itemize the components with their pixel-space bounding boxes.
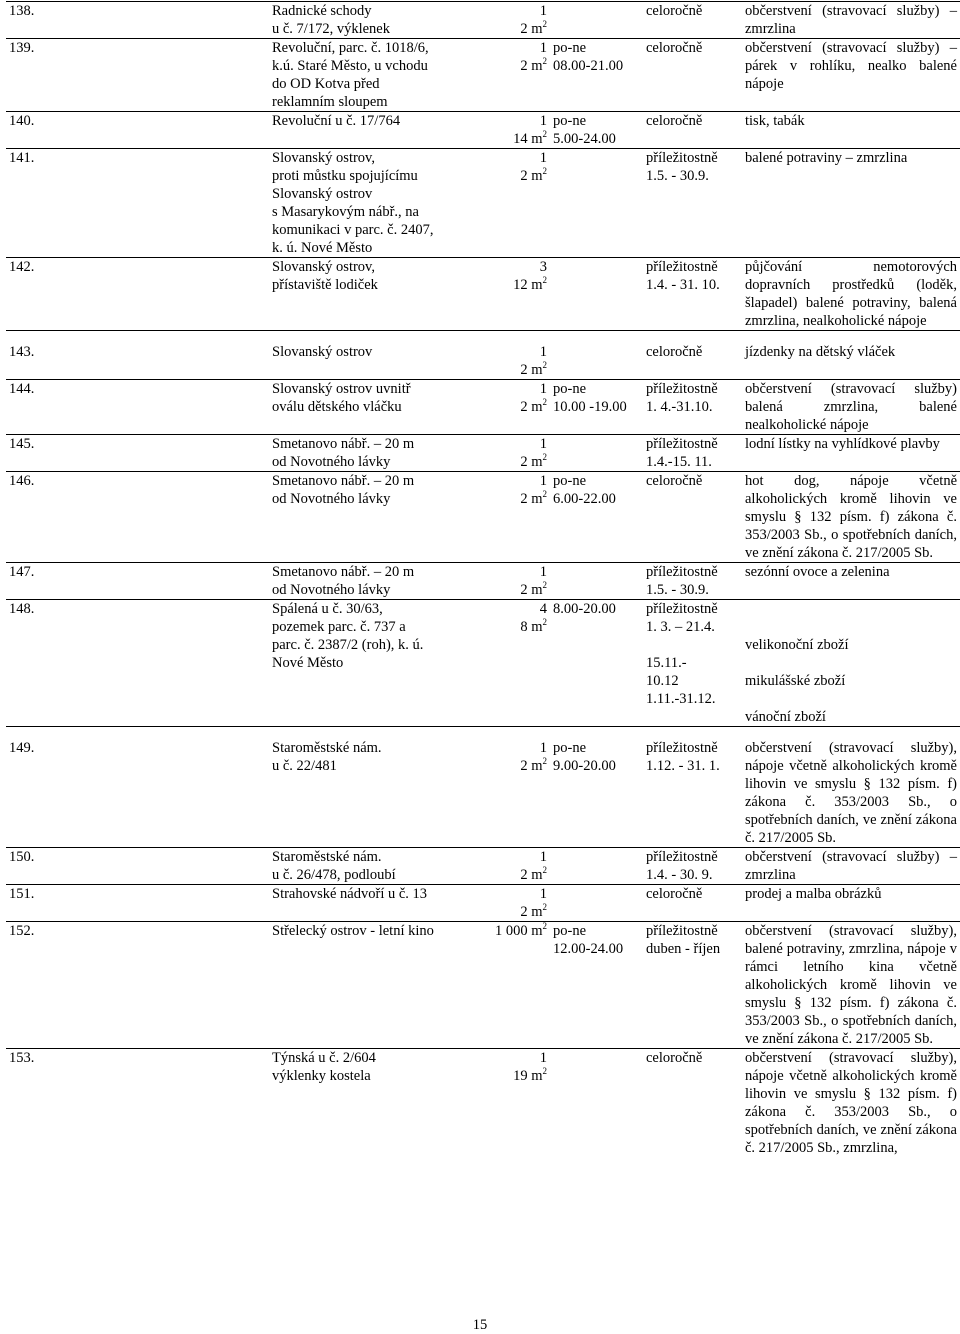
cell-goods xyxy=(742,2,960,39)
row-number: 148. xyxy=(9,601,35,617)
cell-number-place xyxy=(6,2,269,39)
place-line: u č. 26/478, podloubí xyxy=(272,867,396,883)
cell-number-place xyxy=(6,848,269,885)
goods-text: občerstvení (stravovací služby) balená zmrzlina, balené nealkoholické nápoje xyxy=(745,381,957,433)
place-line: od Novotného lávky xyxy=(272,582,391,598)
cell-time xyxy=(550,885,643,922)
goods-text: sezónní ovoce a zelenina xyxy=(745,564,890,580)
cell-goods xyxy=(742,472,960,563)
place-line: k.ú. Staré Město, u vchodu xyxy=(272,58,428,74)
period-line: příležitostně xyxy=(646,564,718,580)
place-line: od Novotného lávky xyxy=(272,491,391,507)
place-line: Smetanovo nábř. – 20 m xyxy=(272,473,415,489)
cell-area xyxy=(475,922,550,1049)
item-count: 1 xyxy=(539,740,547,756)
time-line: 10.00 -19.00 xyxy=(553,399,627,415)
cell-time xyxy=(550,39,643,112)
period-line: celoročně xyxy=(646,113,703,129)
item-area xyxy=(478,922,547,940)
cell-period xyxy=(643,1049,742,1158)
place-line: Týnská u č. 2/604 xyxy=(272,1050,376,1066)
cell-number-place xyxy=(6,380,269,435)
table-row xyxy=(6,1049,960,1158)
place-line: Staroměstské nám. xyxy=(272,740,382,756)
goods-text: občerstvení (stravovací služby), balené potraviny, zmrzlina, nápoje v rámci letního kina včetně alkoholických kromě lihovin ve smyslu § 132 písm. f) zákona č. 353/2003 Sb., o spotřebních daních, ve znění zákona č. 217/2005 Sb. xyxy=(745,923,957,1047)
time-line: 6.00-22.00 xyxy=(553,491,616,507)
period-line: 1.5. - 30.9. xyxy=(646,168,709,184)
time-line: po-ne xyxy=(553,740,587,756)
period-line: 10.12 xyxy=(646,673,679,689)
item-area xyxy=(478,581,547,599)
item-area xyxy=(478,453,547,471)
item-area xyxy=(478,130,547,148)
cell-place xyxy=(269,331,475,380)
cell-period xyxy=(643,472,742,563)
time-line: 5.00-24.00 xyxy=(553,131,616,147)
table-row xyxy=(6,258,960,331)
cell-time xyxy=(550,331,643,380)
row-number: 139. xyxy=(9,40,35,56)
place-line: Smetanovo nábř. – 20 m xyxy=(272,436,415,452)
place-line: u č. 22/481 xyxy=(272,758,337,774)
item-count: 1 xyxy=(539,381,547,397)
table-row xyxy=(6,380,960,435)
cell-area xyxy=(475,112,550,149)
cell-goods xyxy=(742,600,960,727)
cell-area xyxy=(475,472,550,563)
area-value: 12 m xyxy=(513,277,543,293)
cell-area xyxy=(475,39,550,112)
goods-text: jízdenky na dětský vláček xyxy=(745,344,896,360)
area-value: 2 m xyxy=(520,168,543,184)
period-line: celoročně xyxy=(646,344,703,360)
cell-time xyxy=(550,149,643,258)
cell-area xyxy=(475,885,550,922)
row-number: 147. xyxy=(9,564,35,580)
cell-area xyxy=(475,563,550,600)
goods-text: balené potraviny – zmrzlina xyxy=(745,150,908,166)
period-line: příležitostně xyxy=(646,923,718,939)
goods-text: půjčování nemotorových dopravních prostředků (loděk, šlapadel) balené potraviny, balená zmrzlina, nealkoholické nápoje xyxy=(745,259,957,329)
cell-place xyxy=(269,885,475,922)
goods-text: občerstvení (stravovací služby) – párek v rohlíku, nealko balené nápoje xyxy=(745,40,957,92)
period-line: celoročně xyxy=(646,886,703,902)
area-value: 2 m xyxy=(520,904,543,920)
place-line: u č. 7/172, výklenek xyxy=(272,21,390,37)
place-line: Strahovské nádvoří u č. 13 xyxy=(272,886,428,902)
area-value: 2 m xyxy=(520,867,543,883)
area-exponent: 2 xyxy=(542,129,547,140)
period-line xyxy=(646,636,739,654)
place-line: přístaviště lodiček xyxy=(272,277,378,293)
item-count: 1 xyxy=(539,3,547,19)
area-value: 14 m xyxy=(513,131,543,147)
cell-period xyxy=(643,848,742,885)
cell-period xyxy=(643,112,742,149)
table-row xyxy=(6,39,960,112)
place-line: Smetanovo nábř. – 20 m xyxy=(272,564,415,580)
item-count: 1 xyxy=(539,436,547,452)
row-number: 141. xyxy=(9,150,35,166)
item-count: 1 xyxy=(539,113,547,129)
place-line: s Masarykovým nábř., na xyxy=(272,204,419,220)
period-line: 1.11.-31.12. xyxy=(646,691,716,707)
row-number: 144. xyxy=(9,381,35,397)
place-line: Spálená u č. 30/63, xyxy=(272,601,383,617)
item-count: 1 xyxy=(539,1050,547,1066)
cell-time xyxy=(550,563,643,600)
cell-goods xyxy=(742,563,960,600)
cell-number-place xyxy=(6,258,269,331)
item-area xyxy=(478,1067,547,1085)
permit-table xyxy=(6,1,960,1157)
cell-place xyxy=(269,112,475,149)
item-area xyxy=(478,866,547,884)
item-count: 1 xyxy=(539,40,547,56)
period-line: příležitostně xyxy=(646,259,718,275)
cell-period xyxy=(643,380,742,435)
area-exponent: 2 xyxy=(542,489,547,500)
place-line: k. ú. Nové Město xyxy=(272,240,373,256)
cell-goods xyxy=(742,885,960,922)
area-exponent: 2 xyxy=(542,921,547,932)
cell-number-place xyxy=(6,149,269,258)
row-number: 149. xyxy=(9,740,35,756)
time-line: 9.00-20.00 xyxy=(553,758,616,774)
place-line: Slovanský ostrov xyxy=(272,186,373,202)
place-line: parc. č. 2387/2 (roh), k. ú. xyxy=(272,637,424,653)
place-line: Slovanský ostrov uvnitř xyxy=(272,381,411,397)
cell-place xyxy=(269,563,475,600)
row-number: 151. xyxy=(9,886,35,902)
area-exponent: 2 xyxy=(542,166,547,177)
cell-time xyxy=(550,258,643,331)
place-line: výklenky kostela xyxy=(272,1068,371,1084)
period-line: příležitostně xyxy=(646,601,718,617)
cell-area xyxy=(475,258,550,331)
cell-time xyxy=(550,727,643,848)
area-exponent: 2 xyxy=(542,617,547,628)
cell-time xyxy=(550,380,643,435)
item-area xyxy=(478,20,547,38)
period-line: 1.12. - 31. 1. xyxy=(646,758,720,774)
area-exponent: 2 xyxy=(542,56,547,67)
cell-place xyxy=(269,435,475,472)
cell-time xyxy=(550,435,643,472)
time-line: 8.00-20.00 xyxy=(553,601,616,617)
cell-number-place xyxy=(6,472,269,563)
goods-text: občerstvení (stravovací služby) – zmrzlina xyxy=(745,849,957,883)
cell-place xyxy=(269,380,475,435)
cell-number-place xyxy=(6,1049,269,1158)
area-value: 1 000 m xyxy=(494,923,543,939)
item-area xyxy=(478,757,547,775)
area-value: 2 m xyxy=(520,491,543,507)
area-exponent: 2 xyxy=(542,452,547,463)
item-count: 1 xyxy=(539,344,547,360)
table-row xyxy=(6,472,960,563)
cell-time xyxy=(550,472,643,563)
item-area xyxy=(478,490,547,508)
item-area xyxy=(478,167,547,185)
cell-time xyxy=(550,600,643,727)
row-number: 142. xyxy=(9,259,35,275)
place-line: Slovanský ostrov xyxy=(272,344,373,360)
item-count: 3 xyxy=(539,259,547,275)
row-number: 150. xyxy=(9,849,35,865)
period-line: celoročně xyxy=(646,473,703,489)
period-line: celoročně xyxy=(646,3,703,19)
place-line: proti můstku spojujícímu xyxy=(272,168,418,184)
cell-number-place xyxy=(6,600,269,727)
cell-period xyxy=(643,885,742,922)
item-count: 4 xyxy=(539,601,547,617)
area-exponent: 2 xyxy=(542,580,547,591)
cell-number-place xyxy=(6,885,269,922)
item-area xyxy=(478,618,547,636)
period-line: příležitostně xyxy=(646,849,718,865)
table-row xyxy=(6,848,960,885)
area-value: 2 m xyxy=(520,21,543,37)
cell-number-place xyxy=(6,39,269,112)
area-value: 8 m xyxy=(520,619,543,635)
place-line: pozemek parc. č. 737 a xyxy=(272,619,406,635)
cell-goods xyxy=(742,380,960,435)
table-row xyxy=(6,435,960,472)
period-line: 1.4. - 31. 10. xyxy=(646,277,720,293)
cell-time xyxy=(550,848,643,885)
cell-place xyxy=(269,922,475,1049)
place-line: Nové Město xyxy=(272,655,344,671)
place-line: Revoluční, parc. č. 1018/6, xyxy=(272,40,429,56)
item-area xyxy=(478,361,547,379)
item-count: 1 xyxy=(539,849,547,865)
time-line: 12.00-24.00 xyxy=(553,941,624,957)
period-line: 1. 4.-31.10. xyxy=(646,399,713,415)
cell-period xyxy=(643,39,742,112)
cell-place xyxy=(269,149,475,258)
cell-time xyxy=(550,2,643,39)
period-line: celoročně xyxy=(646,1050,703,1066)
cell-number-place xyxy=(6,435,269,472)
cell-period xyxy=(643,2,742,39)
row-number: 152. xyxy=(9,923,35,939)
table-row xyxy=(6,885,960,922)
time-line: po-ne xyxy=(553,473,587,489)
cell-place xyxy=(269,1049,475,1158)
area-exponent: 2 xyxy=(542,756,547,767)
item-count: 1 xyxy=(539,150,547,166)
cell-goods xyxy=(742,435,960,472)
cell-period xyxy=(643,600,742,727)
cell-area xyxy=(475,380,550,435)
area-value: 2 m xyxy=(520,454,543,470)
area-exponent: 2 xyxy=(542,1066,547,1077)
cell-number-place xyxy=(6,922,269,1049)
goods-text: tisk, tabák xyxy=(745,113,805,129)
item-area xyxy=(478,398,547,416)
area-value: 2 m xyxy=(520,58,543,74)
cell-time xyxy=(550,1049,643,1158)
cell-time xyxy=(550,922,643,1049)
area-value: 2 m xyxy=(520,758,543,774)
cell-place xyxy=(269,258,475,331)
period-line: příležitostně xyxy=(646,740,718,756)
goods-text: občerstvení (stravovací služby) – zmrzlina xyxy=(745,3,957,37)
cell-area xyxy=(475,2,550,39)
area-value: 19 m xyxy=(513,1068,543,1084)
area-exponent: 2 xyxy=(542,902,547,913)
cell-place xyxy=(269,848,475,885)
cell-goods xyxy=(742,848,960,885)
area-exponent: 2 xyxy=(542,275,547,286)
cell-place xyxy=(269,2,475,39)
cell-period xyxy=(643,258,742,331)
table-row xyxy=(6,563,960,600)
time-line: po-ne xyxy=(553,113,587,129)
cell-period xyxy=(643,331,742,380)
cell-goods xyxy=(742,331,960,380)
cell-area xyxy=(475,435,550,472)
time-line: 08.00-21.00 xyxy=(553,58,624,74)
goods-line: velikonoční zboží xyxy=(745,637,849,653)
cell-area xyxy=(475,727,550,848)
area-exponent: 2 xyxy=(542,360,547,371)
place-line: Staroměstské nám. xyxy=(272,849,382,865)
cell-number-place xyxy=(6,563,269,600)
cell-goods xyxy=(742,258,960,331)
cell-number-place xyxy=(6,112,269,149)
row-number: 140. xyxy=(9,113,35,129)
goods-text: prodej a malba obrázků xyxy=(745,886,882,902)
table-row xyxy=(6,600,960,727)
table-row xyxy=(6,2,960,39)
cell-goods xyxy=(742,1049,960,1158)
row-number: 153. xyxy=(9,1050,35,1066)
item-count: 1 xyxy=(539,473,547,489)
time-line: po-ne xyxy=(553,381,587,397)
goods-line: vánoční zboží xyxy=(745,709,826,725)
cell-place xyxy=(269,472,475,563)
permit-table-body xyxy=(6,2,960,1158)
cell-area xyxy=(475,1049,550,1158)
cell-place xyxy=(269,39,475,112)
place-line: oválu dětského vláčku xyxy=(272,399,402,415)
cell-goods xyxy=(742,112,960,149)
cell-area xyxy=(475,149,550,258)
item-count: 1 xyxy=(539,886,547,902)
cell-number-place xyxy=(6,727,269,848)
cell-period xyxy=(643,563,742,600)
table-row xyxy=(6,149,960,258)
cell-period xyxy=(643,149,742,258)
cell-goods xyxy=(742,922,960,1049)
goods-text: občerstvení (stravovací služby), nápoje včetně alkoholických kromě lihovin ve smyslu § 132 písm. f) zákona č. 353/2003 Sb., o spotřebních daních, ve znění zákona č. 217/2005 Sb. xyxy=(745,740,957,846)
period-line: 15.11.- xyxy=(646,655,687,671)
period-line: 1. 3. – 21.4. xyxy=(646,619,715,635)
period-line: 1.4. - 30. 9. xyxy=(646,867,713,883)
period-line: 1.4.-15. 11. xyxy=(646,454,712,470)
table-row xyxy=(6,331,960,380)
cell-area xyxy=(475,600,550,727)
row-number: 138. xyxy=(9,3,35,19)
place-line: do OD Kotva před xyxy=(272,76,380,92)
time-line: po-ne xyxy=(553,40,587,56)
period-line: celoročně xyxy=(646,40,703,56)
table-row xyxy=(6,922,960,1049)
area-value: 2 m xyxy=(520,362,543,378)
cell-number-place xyxy=(6,331,269,380)
row-number: 145. xyxy=(9,436,35,452)
place-line: Radnické schody xyxy=(272,3,372,19)
item-area xyxy=(478,903,547,921)
page-number: 15 xyxy=(472,1317,488,1333)
cell-goods xyxy=(742,727,960,848)
place-line: Slovanský ostrov, xyxy=(272,259,375,275)
period-line: příležitostně xyxy=(646,150,718,166)
cell-period xyxy=(643,727,742,848)
cell-period xyxy=(643,922,742,1049)
area-exponent: 2 xyxy=(542,19,547,30)
cell-area xyxy=(475,848,550,885)
item-area xyxy=(478,57,547,75)
place-line: od Novotného lávky xyxy=(272,454,391,470)
time-line: po-ne xyxy=(553,923,587,939)
goods-text: hot dog, nápoje včetně alkoholických kromě lihovin ve smyslu § 132 písm. f) zákona č. 353/2003 Sb., o spotřebních daních, ve znění zákona č. 217/2005 Sb. xyxy=(745,473,957,561)
goods-text: občerstvení (stravovací služby), nápoje včetně alkoholických kromě lihovin ve smyslu § 132 písm. f) zákona č. 353/2003 Sb., o spotřebních daních, ve znění zákona č. 217/2005 Sb., zmrzlina, xyxy=(745,1050,957,1156)
document-page xyxy=(6,1,960,1157)
row-number: 143. xyxy=(9,344,35,360)
place-line: Slovanský ostrov, xyxy=(272,150,375,166)
goods-text: lodní lístky na vyhlídkové plavby xyxy=(745,436,940,452)
area-exponent: 2 xyxy=(542,865,547,876)
period-line: příležitostně xyxy=(646,381,718,397)
cell-place xyxy=(269,600,475,727)
cell-period xyxy=(643,435,742,472)
area-exponent: 2 xyxy=(542,397,547,408)
place-line: komunikaci v parc. č. 2407, xyxy=(272,222,434,238)
table-row xyxy=(6,727,960,848)
period-line: příležitostně xyxy=(646,436,718,452)
period-line: 1.5. - 30.9. xyxy=(646,582,709,598)
place-line: reklamním sloupem xyxy=(272,94,388,110)
item-count: 1 xyxy=(539,564,547,580)
place-line: Střelecký ostrov - letní kino xyxy=(272,923,434,939)
table-row xyxy=(6,112,960,149)
cell-time xyxy=(550,112,643,149)
area-value: 2 m xyxy=(520,582,543,598)
cell-place xyxy=(269,727,475,848)
cell-goods xyxy=(742,39,960,112)
goods-line: mikulášské zboží xyxy=(745,673,846,689)
item-area xyxy=(478,276,547,294)
area-value: 2 m xyxy=(520,399,543,415)
cell-goods xyxy=(742,149,960,258)
period-line: duben - říjen xyxy=(646,941,721,957)
row-number: 146. xyxy=(9,473,35,489)
cell-area xyxy=(475,331,550,380)
place-line: Revoluční u č. 17/764 xyxy=(272,113,401,129)
